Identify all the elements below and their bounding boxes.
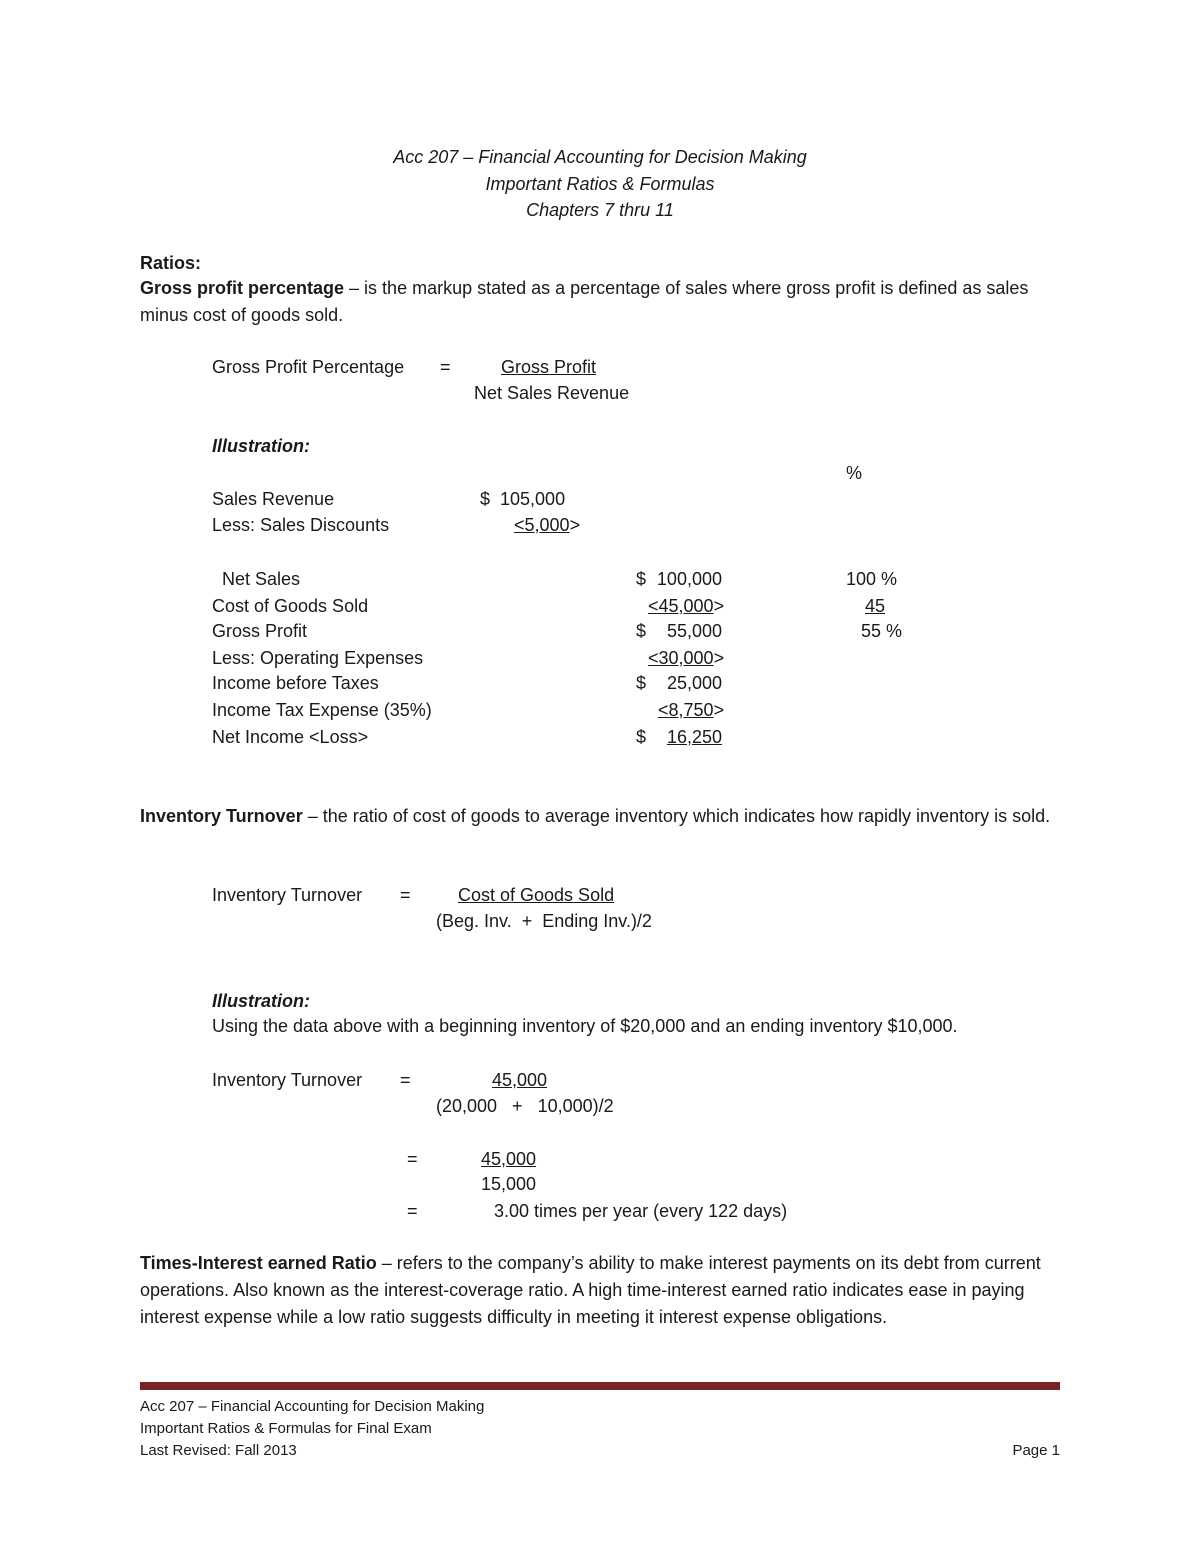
footer-line2: Important Ratios & Formulas for Final Exam [140, 1420, 432, 1437]
row-amount: <30,000 [648, 648, 714, 668]
page-number: Page 1 [1012, 1442, 1060, 1459]
row-dollar: $ [636, 727, 647, 747]
times-interest-definition-text: – refers to the company’s ability to make interest payments on its debt from current operations. Also known as the interest-coverage ratio. A high time-interest earned ratio indicates ease in paying interest expense while a low ratio suggests difficulty in meeting it interest expense obligations. [140, 1253, 1041, 1327]
row-amount: <8,750 [658, 700, 714, 720]
row-amount: 25,000 [666, 673, 722, 693]
row-label: Less: Operating Expenses [212, 648, 424, 668]
row-label: Income Tax Expense (35%) [212, 700, 432, 720]
row-pct: 45 [865, 596, 886, 616]
row-label: Income before Taxes [212, 673, 379, 693]
inv-step2-numerator: 45,000 [481, 1149, 537, 1169]
gp-percent-header: % [846, 463, 863, 483]
row-amount-wrap [648, 647, 724, 669]
inventory-definition-text: – the ratio of cost of goods to average inventory which indicates how rapidly inventory is sold. [302, 806, 1051, 826]
row-amount: 16,250 [666, 727, 722, 747]
less-discounts-label: Less: Sales Discounts [212, 515, 390, 535]
inv-illustration-text: Using the data above with a beginning inventory of $20,000 and an ending inventory $10,000. [212, 1016, 958, 1036]
row-amount: 55,000 [666, 621, 722, 641]
gross-profit-definition [140, 275, 1060, 329]
sales-revenue-value: $ 105,000 [480, 489, 566, 509]
inv-calc-denominator: (20,000 + 10,000)/2 [436, 1096, 614, 1116]
row-label: Gross Profit [212, 621, 308, 641]
inv-formula-numerator: Cost of Goods Sold [458, 885, 615, 905]
inventory-term: Inventory Turnover [140, 806, 303, 826]
doc-title: Acc 207 – Financial Accounting for Decision Making [393, 147, 807, 167]
sales-revenue-label: Sales Revenue [212, 489, 335, 509]
footer-rule [140, 1382, 1060, 1390]
row-amount-wrap [658, 699, 724, 721]
times-interest-definition [140, 1250, 1060, 1331]
row-close: > [713, 596, 725, 616]
row-amount: 100,000 [656, 569, 722, 589]
gross-profit-definition-text: – is the markup stated as a percentage of sales where gross profit is defined as sales minus cost of goods sold. [140, 278, 1029, 325]
inv-calc-label: Inventory Turnover [212, 1070, 363, 1090]
row-label: Cost of Goods Sold [212, 596, 369, 616]
gp-formula-label: Gross Profit Percentage [212, 357, 405, 377]
row-label: Net Sales [212, 569, 301, 589]
row-close: > [713, 648, 725, 668]
inv-result-equals: = [407, 1201, 418, 1221]
less-discounts-close: > [569, 515, 581, 535]
doc-chapters: Chapters 7 thru 11 [526, 200, 674, 220]
row-amount: <45,000 [648, 596, 714, 616]
less-discounts-value [514, 514, 580, 536]
gross-profit-term: Gross profit percentage [140, 278, 345, 298]
gp-formula-denominator: Net Sales Revenue [474, 383, 630, 403]
row-pct: 100 % [846, 569, 898, 589]
inv-calc-equals: = [400, 1070, 411, 1090]
inv-result: 3.00 times per year (every 122 days) [494, 1201, 788, 1221]
gp-formula-numerator: Gross Profit [501, 357, 597, 377]
inv-calc-numerator: 45,000 [492, 1070, 548, 1090]
row-pct: 55 % [861, 621, 903, 641]
inv-step2-equals: = [407, 1149, 418, 1169]
inv-step2-denominator: 15,000 [481, 1174, 537, 1194]
row-dollar: $ [636, 673, 647, 693]
times-interest-term: Times-Interest earned Ratio [140, 1253, 377, 1273]
row-label: Net Income <Loss> [212, 727, 369, 747]
row-amount-wrap [648, 595, 724, 617]
inv-illustration-label: Illustration: [212, 991, 310, 1011]
gp-illustration-label: Illustration: [212, 436, 310, 456]
doc-subtitle: Important Ratios & Formulas [485, 174, 715, 194]
gp-formula-equals: = [440, 357, 451, 377]
ratios-heading: Ratios: [140, 253, 202, 273]
row-close: > [713, 700, 725, 720]
row-dollar: $ [636, 569, 647, 589]
inv-formula-equals: = [400, 885, 411, 905]
inventory-definition [140, 803, 1060, 830]
row-dollar: $ [636, 621, 647, 641]
footer-line3: Last Revised: Fall 2013 [140, 1442, 297, 1459]
inv-formula-label: Inventory Turnover [212, 885, 363, 905]
inv-formula-denominator: (Beg. Inv. + Ending Inv.)/2 [436, 911, 652, 931]
less-discounts-amount: <5,000 [514, 515, 570, 535]
footer-line1: Acc 207 – Financial Accounting for Decision Making [140, 1398, 485, 1415]
